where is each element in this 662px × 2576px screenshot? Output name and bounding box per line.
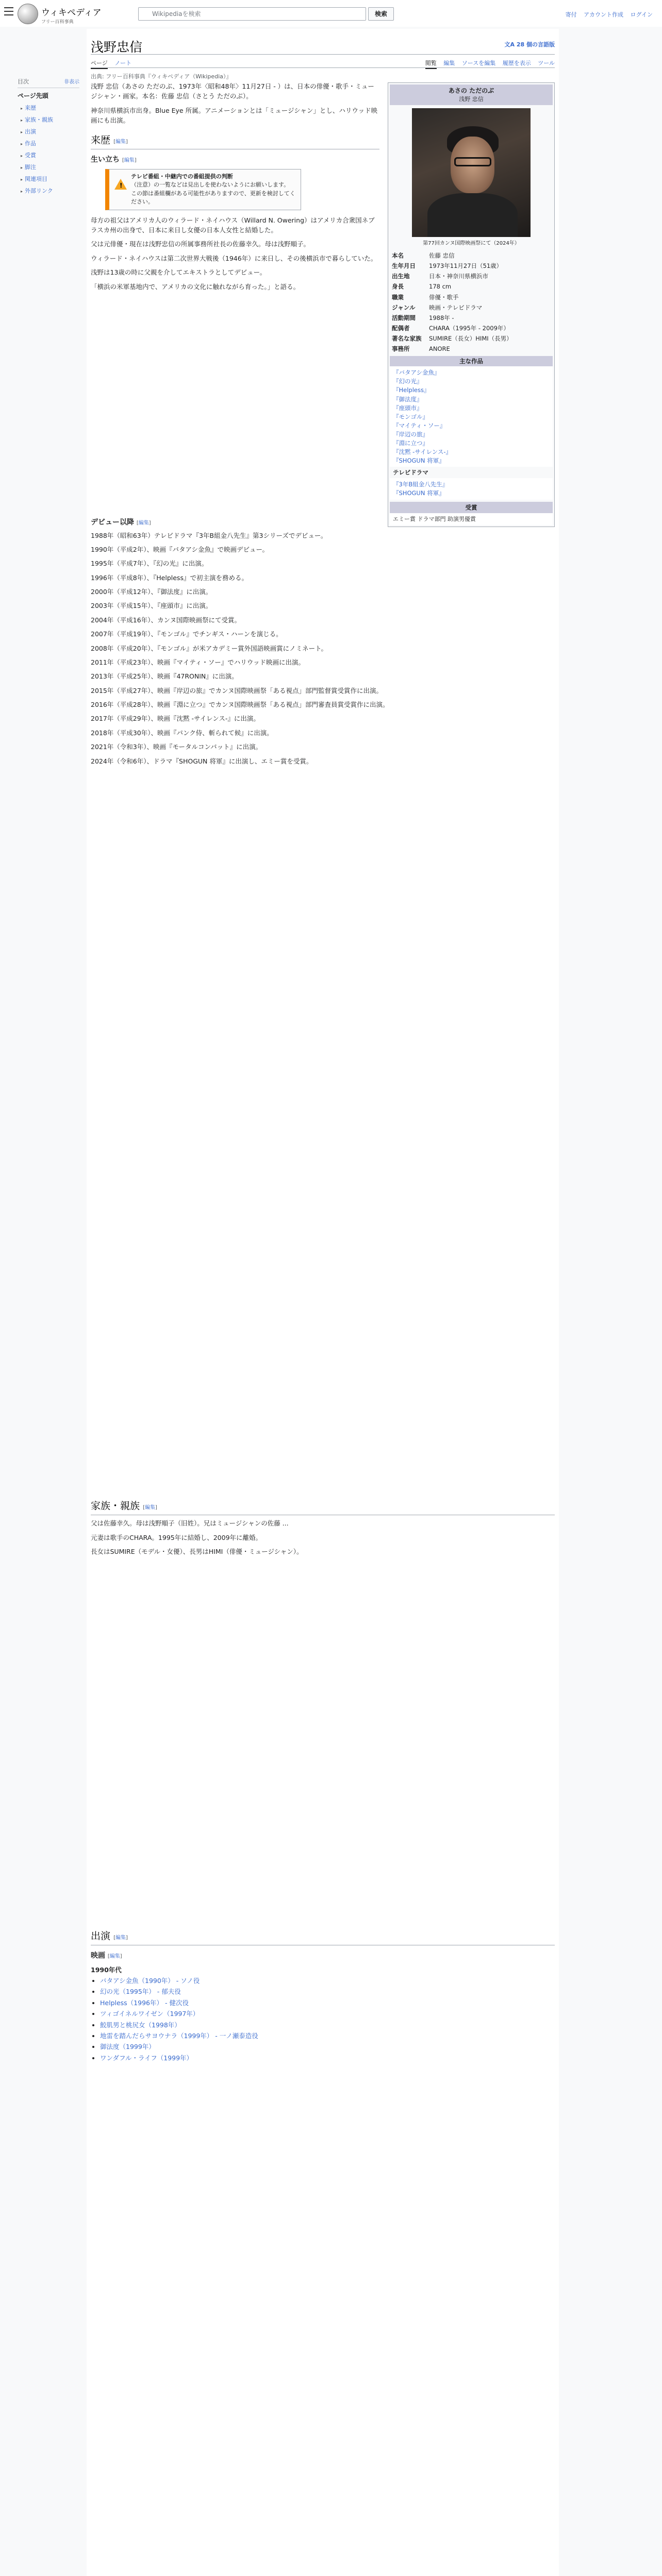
infobox-key: 身長 [392, 283, 404, 291]
infobox-key: 活動期間 [392, 314, 416, 321]
chevron-right-icon[interactable]: ▸ [21, 130, 23, 134]
infobox-value: ANORE [429, 345, 450, 353]
infobox [388, 82, 555, 527]
body-paragraph: 元妻は歌手のCHARA。1995年に結婚し、2009年に離婚。 [91, 1533, 262, 1541]
page-title: 浅野忠信 [91, 40, 143, 55]
list-item [100, 2031, 555, 2041]
section-title: 来歴 [91, 134, 111, 146]
body-paragraph: 2003年（平成15年）、『座頭市』に出演。 [91, 602, 212, 610]
toc-item-label: 来歴 [25, 105, 37, 111]
chevron-right-icon[interactable]: ▸ [21, 106, 23, 111]
infobox-value: CHARA（1995年 - 2009年） [429, 324, 509, 332]
toc-item-family[interactable] [21, 115, 79, 124]
lead-paragraph: 神奈川県横浜市出身。Blue Eye 所属。アニメーションとは「ミュージシャン」とし、ハリウッド映画にも出演。 [91, 106, 378, 125]
work-link[interactable]: 『岸辺の旅』 [393, 430, 428, 438]
edit-link[interactable]: 編集 [115, 139, 126, 145]
body-paragraph: 2007年（平成19年）、『モンゴル』でチンギス・ハーンを演じる。 [91, 630, 283, 638]
debut-paragraphs [91, 531, 555, 766]
maintenance-notice [105, 169, 301, 210]
infobox-value: 178 cm [429, 283, 452, 291]
body-paragraph: 2021年（令和3年）、映画『モータルコンバット』に出演。 [91, 743, 262, 751]
works-film-list [390, 366, 553, 467]
section-heading-family: 家族・親族 [編集] [91, 1499, 555, 1515]
work-link[interactable]: 『淵に立つ』 [393, 439, 428, 447]
body-paragraph: 2024年（令和6年）、ドラマ『SHOGUN 将軍』に出演し、エミー賞を受賞。 [91, 757, 313, 765]
chevron-right-icon[interactable]: ▸ [21, 165, 23, 170]
donate-link[interactable]: 寄付 [565, 11, 577, 18]
infobox-value: 俳優・歌手 [429, 293, 459, 301]
page-tabs [91, 57, 555, 68]
tab-edit[interactable]: 編集 [443, 60, 455, 66]
portrait-photo[interactable] [412, 108, 531, 237]
infobox-value: 映画・テレビドラマ [429, 303, 483, 311]
decade-heading: 1990年代 [91, 1965, 122, 1974]
award-body: エミー賞 ドラマ部門 助演男優賞 [390, 513, 553, 525]
work-link[interactable]: 『沈黙 -サイレンス-』 [393, 448, 452, 456]
tab-read[interactable]: 閲覧 [425, 60, 437, 69]
toc-item-label: 外部リンク [25, 188, 53, 194]
infobox-table [390, 250, 553, 354]
infobox-row [390, 250, 553, 261]
infobox-row [390, 292, 553, 302]
film-list [100, 1976, 555, 2063]
infobox-key: 事務所 [392, 345, 410, 353]
subsection-heading-films: 映画 [編集] [91, 1951, 122, 1960]
edit-link[interactable]: 編集 [138, 520, 149, 526]
body-paragraph: 2013年（平成25年）、映画『47RONIN』に出演。 [91, 672, 238, 681]
toc-item-works[interactable] [21, 139, 79, 147]
site-logo-text[interactable] [41, 5, 102, 25]
body-paragraph: 2016年（平成28年）、映画『淵に立つ』でカンヌ国際映画祭「ある視点」部門審査員賞受賞作に出演。 [91, 701, 389, 709]
film-link[interactable]: ワンダフル・ライフ（1999年） [100, 2054, 193, 2062]
work-link[interactable]: 『バタアシ金魚』 [393, 369, 440, 377]
spacer [91, 770, 555, 1492]
translate-icon: 文A [504, 41, 517, 48]
list-item [100, 2042, 555, 2052]
body-paragraph: 父は元俳優・現在は浅野忠信の所属事務所社長の佐藤幸久。母は浅野順子。 [91, 240, 310, 248]
infobox-key: ジャンル [392, 303, 416, 311]
work-link[interactable]: 『SHOGUN 将軍』 [393, 457, 445, 465]
body-paragraph: 2015年（平成27年）、映画『岸辺の旅』でカンヌ国際映画祭「ある視点」部門監督賞受賞作に出演。 [91, 686, 383, 694]
work-link[interactable]: 『御法度』 [393, 395, 423, 403]
search-button[interactable]: 検索 [368, 7, 394, 21]
section-title: 家族・親族 [91, 1500, 140, 1512]
infobox-value: 1973年11月27日（51歳） [429, 262, 503, 270]
infobox-row [390, 313, 553, 323]
infobox-row [390, 333, 553, 344]
create-account-link[interactable]: アカウント作成 [584, 11, 624, 18]
lead-section [91, 81, 379, 292]
toc-item-label: 関連項目 [25, 176, 48, 182]
toc-item-notes[interactable] [21, 163, 79, 171]
infobox-row [390, 302, 553, 313]
infobox-name: 浅野 忠信 [459, 95, 484, 103]
section-title: デビュー以降 [91, 518, 134, 527]
film-link[interactable]: 鮫肌男と桃尻女（1998年） [100, 2021, 181, 2029]
works-section-header: 主な作品 [390, 356, 553, 366]
list-item [100, 2009, 555, 2019]
main-content [87, 29, 559, 2576]
table-of-contents [18, 77, 79, 198]
warning-icon [114, 179, 127, 190]
photo-caption: 第77回カンヌ国際映画祭にて（2024年） [423, 241, 520, 247]
film-link[interactable]: 御法度（1999年） [100, 2043, 155, 2051]
body-paragraph: 1990年（平成2年）、映画『バタアシ金魚』で映画デビュー。 [91, 545, 269, 553]
logo-title: ウィキペディア [41, 8, 102, 18]
edit-link[interactable]: 編集 [109, 1953, 120, 1959]
infobox-key: 出生地 [392, 273, 410, 280]
body-paragraph: 浅野は13歳の時に父親を介してエキストラとしてデビュー。 [91, 268, 267, 277]
infobox-value: 佐藤 忠信 [429, 252, 455, 260]
tab-edit-source[interactable]: ソースを編集 [461, 60, 496, 66]
user-links [560, 10, 653, 19]
work-link[interactable]: 『座頭市』 [393, 404, 423, 412]
body-paragraph: 「横浜の米軍基地内で、アメリカの文化に触れながら育った。」と語る。 [91, 282, 300, 291]
login-link[interactable]: ログイン [630, 11, 653, 18]
list-item [100, 1987, 555, 1996]
infobox-header [390, 84, 553, 105]
infobox-row [390, 281, 553, 292]
infobox-row [390, 323, 553, 333]
tab-history[interactable]: 履歴を表示 [502, 60, 531, 66]
toc-item-career[interactable] [21, 104, 79, 112]
film-link[interactable]: 幻の光（1995年） - 郁夫役 [100, 1988, 181, 1996]
body-paragraph: 母方の祖父はアメリカ人のウィラード・ネイハウス（Willard N. Owering）はアメリカ合衆国ネブラスカ州の出身で、日本に来日し女優の日本人女性と結婚した。 [91, 216, 375, 234]
infobox-value: 日本・神奈川県横浜市 [429, 273, 488, 280]
body-paragraph: 2018年（平成30年）、映画『パンク侍、斬られて候』に出演。 [91, 728, 273, 737]
site-header [0, 0, 662, 27]
chevron-right-icon[interactable]: ▸ [21, 154, 23, 158]
body-paragraph: 1996年（平成8年）、『Helpless』で初主演を務める。 [91, 573, 248, 582]
section-heading-appearance: 出演 [編集] [91, 1929, 555, 1945]
list-item [100, 2053, 555, 2063]
work-link[interactable]: 『モンゴル』 [393, 413, 428, 420]
infobox-value: SUMIRE（長女）HIMI（長男） [429, 334, 512, 342]
toc-item-related[interactable] [21, 175, 79, 183]
toc-item-label: 出演 [25, 128, 37, 135]
infobox-value: 1988年 - [429, 314, 454, 321]
infobox-name-reading: あさの ただのぶ [448, 87, 494, 94]
tab-article[interactable]: ページ [91, 60, 108, 69]
toc-item-label: 脚注 [25, 164, 37, 171]
section-title: 生い立ち [91, 155, 120, 164]
infobox-row [390, 271, 553, 281]
body-paragraph: 長女はSUMIRE（モデル・女優）、長男はHIMI（俳優・ミュージシャン）。 [91, 1548, 303, 1556]
title-row [91, 37, 555, 55]
tab-talk[interactable]: ノート [114, 60, 131, 66]
article-body [91, 81, 555, 2064]
toc-item-label: 受賞 [25, 152, 37, 159]
body-paragraph: ウィラード・ネイハウスは第二次世界大戦後（1946年）に来日し、その後横浜市で暮らしていた。 [91, 254, 377, 262]
chevron-right-icon[interactable]: ▸ [21, 118, 23, 123]
edit-link[interactable]: 編集 [115, 1935, 126, 1941]
notice-title: テレビ番組・中継内での番組提供の判断 [131, 173, 233, 180]
list-item [100, 1976, 555, 1986]
chevron-right-icon[interactable]: ▸ [21, 189, 23, 194]
body-paragraph: 2000年（平成12年）、『御法度』に出演。 [91, 588, 212, 596]
film-link[interactable]: Helpless（1996年） - 健次役 [100, 1998, 189, 2007]
infobox-key: 職業 [392, 293, 404, 301]
edit-link[interactable]: 編集 [144, 1504, 155, 1511]
tab-tools[interactable]: ツール [538, 60, 555, 66]
infobox-row [390, 261, 553, 271]
work-link[interactable]: 『マイティ・ソー』 [393, 421, 446, 429]
toc-hide-button[interactable]: 非表示 [64, 79, 79, 85]
toc-title: 目次 [18, 78, 29, 85]
spacer [91, 1561, 555, 1922]
toc-header [18, 77, 79, 88]
search-input[interactable]: Wikipediaを検索 [138, 7, 366, 21]
toc-item-external[interactable] [21, 187, 79, 195]
toc-item-awards[interactable] [21, 151, 79, 159]
tv-work-link[interactable]: 『3年B組金八先生』 [393, 481, 449, 488]
edit-link[interactable]: 編集 [124, 157, 135, 163]
body-paragraph: 父は佐藤幸久。母は浅野順子（旧姓）。兄はミュージシャンの佐藤 ... [91, 1519, 289, 1528]
infobox-key: 本名 [392, 252, 404, 260]
from-wikipedia: 出典: フリー百科事典『ウィキペディア（Wikipedia）』 [91, 73, 232, 80]
infobox-key: 生年月日 [392, 262, 416, 270]
toc-item-label: 家族・親族 [25, 116, 54, 123]
body-paragraph: 2008年（平成20年）、『モンゴル』が米アカデミー賞外国語映画賞にノミネート。 [91, 644, 327, 652]
infobox-row [390, 344, 553, 354]
section-heading-career: 来歴 [編集] [91, 133, 379, 149]
work-link[interactable]: 『幻の光』 [393, 378, 423, 385]
toc-item-label: 作品 [25, 140, 37, 147]
toc-item-appearance[interactable] [21, 127, 79, 135]
subsection-heading-debut: デビュー以降 [編集] [91, 518, 151, 527]
list-item [100, 2020, 555, 2030]
work-link[interactable]: 『Helpless』 [393, 386, 430, 394]
body-paragraph: 1988年（昭和63年）テレビドラマ『3年B組金八先生』第3シリーズでデビュー。 [91, 531, 327, 539]
film-link[interactable]: バタアシ金魚（1990年） - ソノ役 [100, 1977, 200, 1985]
chevron-right-icon[interactable]: ▸ [21, 177, 23, 182]
film-link[interactable]: 地雷を踏んだらサヨウナラ（1999年） - 一ノ瀬泰造役 [100, 2031, 258, 2040]
infobox-key: 著名な家族 [392, 334, 422, 342]
menu-icon[interactable] [4, 7, 13, 15]
tv-works-header: テレビドラマ [393, 469, 428, 477]
toc-top-link[interactable]: ページ先頭 [18, 92, 48, 99]
section-title: 映画 [91, 1951, 105, 1960]
body-paragraph: 2017年（平成29年）、映画『沈黙 -サイレンス-』に出演。 [91, 715, 260, 723]
notice-text: この節は番組欄がある可能性がありますので、更新を検討してください。 [131, 190, 295, 206]
notice-text: （注意）の一覧などは見出しを使わないようにお願いします。 [131, 181, 290, 189]
chevron-right-icon[interactable]: ▸ [21, 142, 23, 146]
tv-work-link[interactable]: 『SHOGUN 将軍』 [393, 489, 445, 497]
works-tv-list [390, 478, 553, 499]
body-paragraph: 1995年（平成7年）、『幻の光』に出演。 [91, 560, 208, 568]
lead-paragraph: 浅野 忠信（あさの ただのぶ、1973年〈昭和48年〉11月27日 - ）は、日本の俳優・歌手・ミュージシャン・画家。本名：佐藤 忠信（さとう ただのぶ）。 [91, 82, 374, 100]
body-paragraph: 2004年（平成16年）、カンヌ国際映画祭にて受賞。 [91, 616, 241, 624]
language-button-label: 28 個の言語版 [516, 41, 555, 48]
film-link[interactable]: ツィゴイネルワイゼン（1997年） [100, 2010, 200, 2018]
infobox-key: 配偶者 [392, 324, 410, 332]
subsection-heading-early: 生い立ち [編集] [91, 155, 137, 164]
wikipedia-logo-icon[interactable] [18, 4, 38, 24]
body-paragraph: 2011年（平成23年）、映画『マイティ・ソー』でハリウッド映画に出演。 [91, 658, 305, 666]
logo-subtitle: フリー百科事典 [41, 20, 74, 25]
section-title: 出演 [91, 1930, 111, 1942]
language-button[interactable] [505, 40, 555, 48]
list-item [100, 1998, 555, 2008]
award-section-header: 受賞 [390, 502, 553, 513]
